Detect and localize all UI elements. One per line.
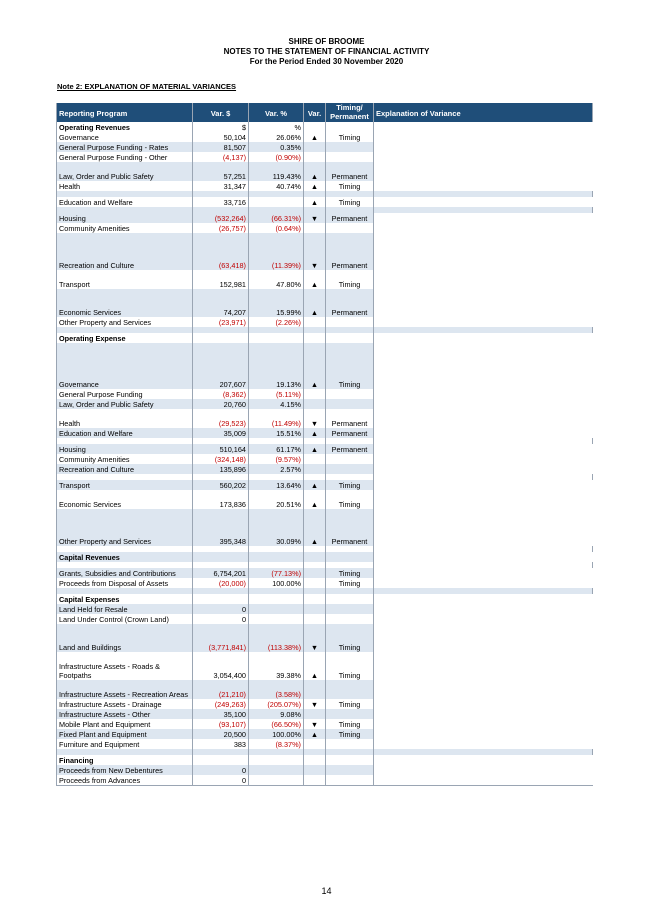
var-pct: 2.57% [249,464,304,474]
report-period: For the Period Ended 30 November 2020 [249,57,404,66]
var-pct [249,765,304,775]
triangle-up-icon: ▲ [304,343,326,389]
var-dollar: (26,757) [193,223,249,233]
col-timing-line1: Timing/ [336,103,363,112]
program-name: Economic Services [56,490,193,509]
program-name: Land and Buildings [56,624,193,652]
var-dollar: 6,754,201 [193,568,249,578]
program-name: Capital Revenues [56,552,193,562]
table-row [56,680,593,699]
triangle-down-icon: ▼ [304,624,326,652]
section-row [56,594,593,604]
var-dollar: 20,760 [193,399,249,409]
var-dollar: 50,104 [193,132,249,142]
program-name: Furniture and Equipment [56,739,193,749]
var-indicator [304,464,326,474]
var-dollar: 0 [193,765,249,775]
var-indicator [304,223,326,233]
program-name: General Purpose Funding - Rates [56,142,193,152]
timing-permanent [326,152,374,162]
table-row [56,142,593,152]
col-timing-line2: Permanent [330,112,369,121]
program-name: Grants, Subsidies and Contributions [56,568,193,578]
var-dollar: (249,263) [193,699,249,709]
var-indicator [304,775,326,785]
program-name: Law, Order and Public Safety [56,399,193,409]
timing-permanent [326,739,374,749]
var-pct: 61.17% [249,444,304,454]
program-name: Law, Order and Public Safety [56,162,193,181]
table-row [56,699,593,709]
program-name: General Purpose Funding - Other [56,152,193,162]
col-var: Var. [304,103,326,122]
var-pct: 15.51% [249,428,304,438]
var-indicator [304,389,326,399]
timing-permanent: Timing [326,197,374,207]
table-row [56,568,593,578]
var-pct [249,775,304,785]
table-body [56,122,593,786]
var-dollar: 510,164 [193,444,249,454]
section-row [56,552,593,562]
table-row [56,739,593,749]
var-indicator [304,594,326,604]
section-row [56,122,593,132]
program-name: Mobile Plant and Equipment [56,719,193,729]
col-explanation: Explanation of Variance [374,103,593,122]
program-name: Proceeds from Advances [56,775,193,785]
var-pct: 40.74% [249,181,304,191]
var-pct: 0.35% [249,142,304,152]
triangle-up-icon: ▲ [304,490,326,509]
var-pct: (5.11%) [249,389,304,399]
program-name: Proceeds from Disposal of Assets [56,578,193,588]
table-row [56,428,593,438]
timing-permanent: Permanent [326,509,374,546]
var-dollar: (4,137) [193,152,249,162]
timing-permanent: Timing [326,490,374,509]
table-row [56,490,593,509]
var-pct: 100.00% [249,729,304,739]
timing-permanent [326,765,374,775]
table-row [56,132,593,142]
var-dollar: (93,107) [193,719,249,729]
var-dollar: $ [193,122,249,132]
program-name: Fixed Plant and Equipment [56,729,193,739]
triangle-up-icon: ▲ [304,289,326,317]
timing-permanent: Permanent [326,213,374,223]
var-indicator [304,399,326,409]
table-row [56,223,593,233]
table-row [56,652,593,680]
timing-permanent [326,122,374,132]
var-dollar: (20,000) [193,578,249,588]
table-row [56,289,593,317]
var-dollar: 74,207 [193,289,249,317]
program-name: Other Property and Services [56,509,193,546]
var-pct [249,197,304,207]
table-row [56,464,593,474]
var-dollar: (532,264) [193,213,249,223]
timing-permanent [326,142,374,152]
timing-permanent [326,333,374,343]
timing-permanent: Timing [326,652,374,680]
program-name: Recreation and Culture [56,464,193,474]
var-pct: % [249,122,304,132]
program-name: General Purpose Funding [56,389,193,399]
timing-permanent [326,464,374,474]
table-row [56,454,593,464]
timing-permanent: Timing [326,729,374,739]
var-indicator [304,765,326,775]
triangle-up-icon: ▲ [304,197,326,207]
var-dollar: (8,362) [193,389,249,399]
var-dollar: 560,202 [193,480,249,490]
triangle-up-icon: ▲ [304,270,326,289]
var-indicator [304,680,326,699]
program-name: Operating Expense [56,333,193,343]
program-name: Education and Welfare [56,197,193,207]
col-program: Reporting Program [56,103,193,122]
var-pct: (9.57%) [249,454,304,464]
program-name: Community Amenities [56,454,193,464]
program-name: Infrastructure Assets - Roads & Footpaths [56,652,193,680]
var-pct: 47.80% [249,270,304,289]
table-row [56,765,593,775]
var-dollar: 383 [193,739,249,749]
timing-permanent [326,399,374,409]
var-indicator [304,333,326,343]
timing-permanent: Timing [326,568,374,578]
var-dollar: 135,896 [193,464,249,474]
var-indicator [304,739,326,749]
triangle-up-icon: ▲ [304,162,326,181]
triangle-up-icon: ▲ [304,428,326,438]
table-row [56,729,593,739]
var-dollar: 207,607 [193,343,249,389]
timing-permanent [326,755,374,765]
var-indicator [304,578,326,588]
report-org: SHIRE OF BROOME [288,37,365,46]
var-dollar: 31,347 [193,181,249,191]
table-row [56,409,593,428]
var-indicator [304,152,326,162]
program-name: Land Held for Resale [56,604,193,614]
var-pct: 4.15% [249,399,304,409]
section-row [56,333,593,343]
var-pct [249,614,304,624]
program-name: Governance [56,343,193,389]
program-name: Housing [56,444,193,454]
program-name: Recreation and Culture [56,233,193,270]
var-dollar: 0 [193,775,249,785]
timing-permanent [326,454,374,464]
var-indicator [304,755,326,765]
program-name: Community Amenities [56,223,193,233]
table-row [56,480,593,490]
var-pct: 26.06% [249,132,304,142]
timing-permanent: Timing [326,270,374,289]
timing-permanent [326,317,374,327]
timing-permanent: Permanent [326,162,374,181]
var-pct: (205.07%) [249,699,304,709]
table-row [56,614,593,624]
timing-permanent [326,389,374,399]
var-dollar: 3,054,400 [193,652,249,680]
var-pct: (11.49%) [249,409,304,428]
timing-permanent [326,223,374,233]
timing-permanent: Permanent [326,444,374,454]
triangle-up-icon: ▲ [304,444,326,454]
var-dollar [193,333,249,343]
table-row [56,624,593,652]
timing-permanent [326,614,374,624]
timing-permanent: Timing [326,181,374,191]
triangle-down-icon: ▼ [304,233,326,270]
var-dollar: 395,348 [193,509,249,546]
var-dollar [193,594,249,604]
triangle-up-icon: ▲ [304,181,326,191]
var-pct: (11.39%) [249,233,304,270]
var-dollar: 35,009 [193,428,249,438]
var-dollar: (3,771,841) [193,624,249,652]
timing-permanent: Timing [326,132,374,142]
triangle-up-icon: ▲ [304,729,326,739]
var-pct: 15.99% [249,289,304,317]
table-row [56,509,593,546]
var-pct: (66.50%) [249,719,304,729]
var-dollar: (23,971) [193,317,249,327]
var-dollar: 57,251 [193,162,249,181]
timing-permanent: Timing [326,578,374,588]
timing-permanent: Timing [326,343,374,389]
timing-permanent [326,594,374,604]
table-row [56,152,593,162]
var-pct: (0.90%) [249,152,304,162]
var-dollar: 33,716 [193,197,249,207]
var-pct [249,552,304,562]
table-row [56,213,593,223]
program-name: Housing [56,213,193,223]
var-pct: 100.00% [249,578,304,588]
timing-permanent [326,709,374,719]
triangle-down-icon: ▼ [304,719,326,729]
col-timing [326,103,374,122]
col-var-dollar: Var. $ [193,103,249,122]
var-pct: (8.37%) [249,739,304,749]
table-row [56,162,593,181]
var-pct: 30.09% [249,509,304,546]
var-pct [249,594,304,604]
triangle-down-icon: ▼ [304,213,326,223]
table-header [56,103,593,122]
var-dollar: (324,148) [193,454,249,464]
var-pct [249,333,304,343]
var-pct: 19.13% [249,343,304,389]
var-indicator [304,122,326,132]
triangle-down-icon: ▼ [304,409,326,428]
var-indicator [304,568,326,578]
var-pct: 20.51% [249,490,304,509]
table-row [56,389,593,399]
triangle-up-icon: ▲ [304,132,326,142]
table-row [56,719,593,729]
page-number: 14 [321,886,332,896]
program-name: Proceeds from New Debentures [56,765,193,775]
program-name: Other Property and Services [56,317,193,327]
report-title: NOTES TO THE STATEMENT OF FINANCIAL ACTIVITY [223,47,430,56]
var-dollar [193,755,249,765]
var-pct: (2.26%) [249,317,304,327]
timing-permanent: Timing [326,480,374,490]
var-indicator [304,709,326,719]
triangle-down-icon: ▼ [304,699,326,709]
timing-permanent [326,680,374,699]
var-dollar: (63,418) [193,233,249,270]
timing-permanent: Timing [326,699,374,709]
table-row [56,233,593,270]
program-name: Governance [56,132,193,142]
var-dollar: (29,523) [193,409,249,428]
program-name: Land Under Control (Crown Land) [56,614,193,624]
var-pct: (77.13%) [249,568,304,578]
var-dollar: 0 [193,614,249,624]
timing-permanent [326,552,374,562]
table-row [56,444,593,454]
var-dollar: 81,507 [193,142,249,152]
table-row [56,181,593,191]
program-name: Transport [56,480,193,490]
table-row [56,775,593,786]
table-row [56,197,593,207]
var-dollar: 20,500 [193,729,249,739]
var-pct [249,755,304,765]
table-row [56,343,593,389]
var-pct: 9.08% [249,709,304,719]
var-pct: 13.64% [249,480,304,490]
var-dollar: 152,981 [193,270,249,289]
program-name: Health [56,409,193,428]
timing-permanent: Timing [326,624,374,652]
var-dollar: (21,210) [193,680,249,699]
note-title: Note 2: EXPLANATION OF MATERIAL VARIANCES [57,82,237,91]
var-pct: (0.64%) [249,223,304,233]
timing-permanent: Permanent [326,233,374,270]
var-pct [249,604,304,614]
col-var-pct: Var. % [249,103,304,122]
timing-permanent [326,604,374,614]
program-name: Transport [56,270,193,289]
var-pct: 39.38% [249,652,304,680]
var-indicator [304,454,326,464]
var-dollar: 173,836 [193,490,249,509]
var-pct: (66.31%) [249,213,304,223]
table-row [56,317,593,327]
table-row [56,399,593,409]
var-indicator [304,604,326,614]
var-pct: (3.58%) [249,680,304,699]
var-pct: 119.43% [249,162,304,181]
timing-permanent: Permanent [326,409,374,428]
program-name: Education and Welfare [56,428,193,438]
timing-permanent: Permanent [326,428,374,438]
section-row [56,755,593,765]
triangle-up-icon: ▲ [304,509,326,546]
program-name: Economic Services [56,289,193,317]
program-name: Operating Revenues [56,122,193,132]
table-row [56,578,593,588]
program-name: Capital Expenses [56,594,193,604]
variance-table [56,103,593,786]
program-name: Infrastructure Assets - Other [56,709,193,719]
var-dollar: 0 [193,604,249,614]
timing-permanent [326,775,374,785]
timing-permanent: Timing [326,719,374,729]
timing-permanent: Permanent [326,289,374,317]
var-dollar: 35,100 [193,709,249,719]
triangle-up-icon: ▲ [304,480,326,490]
table-row [56,709,593,719]
program-name: Financing [56,755,193,765]
var-dollar [193,552,249,562]
var-indicator [304,142,326,152]
var-indicator [304,317,326,327]
var-indicator [304,614,326,624]
program-name: Health [56,181,193,191]
var-indicator [304,552,326,562]
table-row [56,604,593,614]
triangle-up-icon: ▲ [304,652,326,680]
program-name: Infrastructure Assets - Recreation Areas [56,680,193,699]
table-row [56,270,593,289]
var-pct: (113.38%) [249,624,304,652]
program-name: Infrastructure Assets - Drainage [56,699,193,709]
